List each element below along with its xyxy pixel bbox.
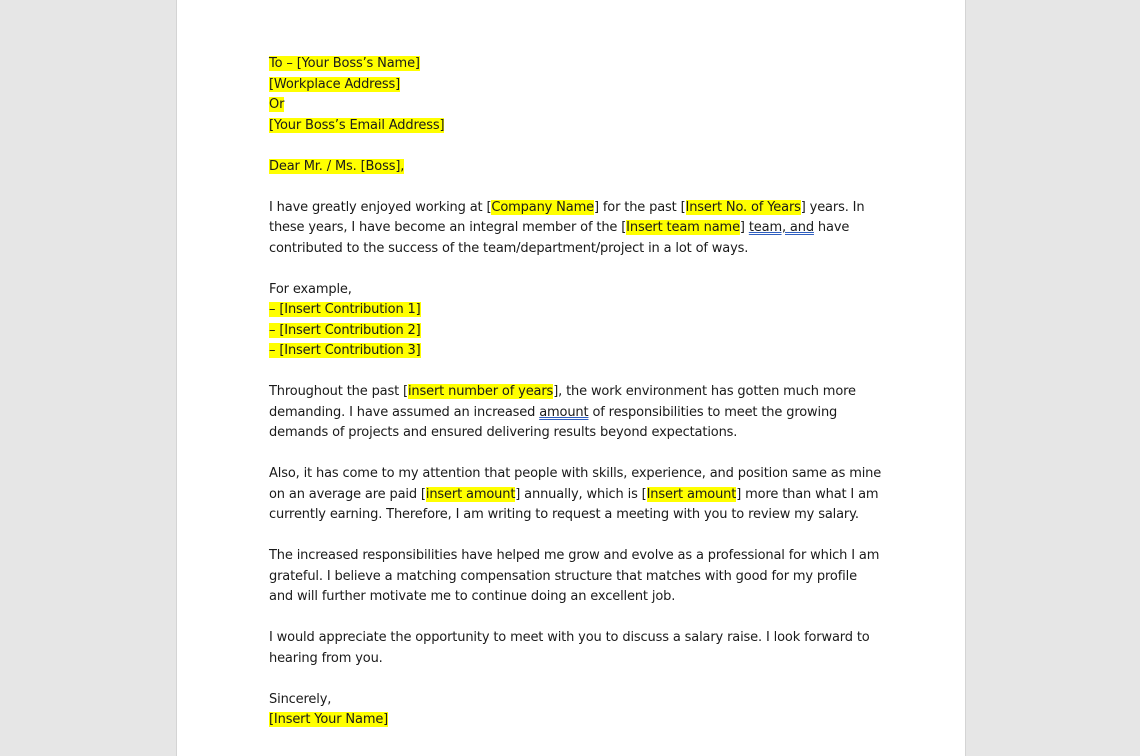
workplace-address: [Workplace Address] <box>269 76 401 92</box>
text-run: of responsibilities to meet the growing <box>588 404 838 420</box>
text-run: have <box>813 220 850 235</box>
grammar-flag-team-and[interactable]: team, and <box>748 220 814 235</box>
text-run: ] <box>739 220 749 235</box>
text-run: ] more than what I am <box>736 486 879 502</box>
recipient-address-block <box>269 54 909 136</box>
text-run: on an average are paid [ <box>269 486 426 502</box>
text-run: hearing from you. <box>269 650 383 666</box>
text-run: Throughout the past [ <box>269 384 408 399</box>
text-run: I have greatly enjoyed working at [ <box>269 199 492 215</box>
salutation: Dear Mr. / Ms. [Boss], <box>269 158 405 174</box>
text-run: ] annually, which is [ <box>515 486 647 502</box>
text-run: these years, I have become an integral member of the [ <box>269 220 627 235</box>
text-run: Also, it has come to my attention that people with skills, experience, and position same as mine <box>269 466 882 481</box>
letter-body[interactable] <box>269 54 909 751</box>
closing-sincerely: Sincerely, <box>269 691 332 707</box>
contribution-1: – [Insert Contribution 1] <box>269 302 421 317</box>
placeholder-amount-2: Insert amount <box>646 486 737 502</box>
text-run: For example, <box>269 281 352 297</box>
text-run: and will further motivate me to continue doing an excellent job. <box>269 589 676 604</box>
placeholder-amount-1: insert amount <box>425 486 516 502</box>
text-run: ] years. In <box>800 199 865 215</box>
paragraph-workload <box>269 382 909 444</box>
placeholder-years: Insert No. of Years <box>685 199 801 215</box>
text-run: I would appreciate the opportunity to meet with you to discuss a salary raise. I look forward to <box>269 630 870 645</box>
paragraph-contributions <box>269 280 909 362</box>
paragraph-request <box>269 628 909 669</box>
placeholder-your-name: [Insert Your Name] <box>269 712 389 727</box>
document-page <box>176 0 966 756</box>
text-run: The increased responsibilities have helped me grow and evolve as a professional for which I am <box>269 548 880 563</box>
text-run: demands of projects and ensured delivering results beyond expectations. <box>269 425 738 440</box>
text-run: contributed to the success of the team/department/project in a lot of ways. <box>269 240 749 256</box>
closing-block <box>269 690 909 731</box>
text-run: ], the work environment has gotten much more <box>553 384 856 399</box>
paragraph-growth <box>269 546 909 608</box>
paragraph-intro <box>269 198 909 260</box>
grammar-flag-amount[interactable]: amount <box>539 404 589 420</box>
placeholder-number-of-years: insert number of years <box>407 384 554 399</box>
address-or: Or <box>269 97 285 112</box>
salutation-block <box>269 157 909 178</box>
text-run: ] for the past [ <box>593 199 686 215</box>
placeholder-team-name: Insert team name <box>626 220 740 235</box>
text-run: grateful. I believe a matching compensation structure that matches with good for my profile <box>269 568 857 584</box>
placeholder-company-name: Company Name <box>491 199 594 215</box>
paragraph-market-rate <box>269 464 909 526</box>
recipient-email: [Your Boss’s Email Address] <box>269 117 445 133</box>
recipient-name: To – [Your Boss’s Name] <box>269 56 420 71</box>
text-run: currently earning. Therefore, I am writing to request a meeting with you to review my salary. <box>269 507 859 522</box>
text-run: demanding. I have assumed an increased <box>269 404 540 420</box>
contribution-2: – [Insert Contribution 2] <box>269 322 421 338</box>
contribution-3: – [Insert Contribution 3] <box>269 343 421 358</box>
